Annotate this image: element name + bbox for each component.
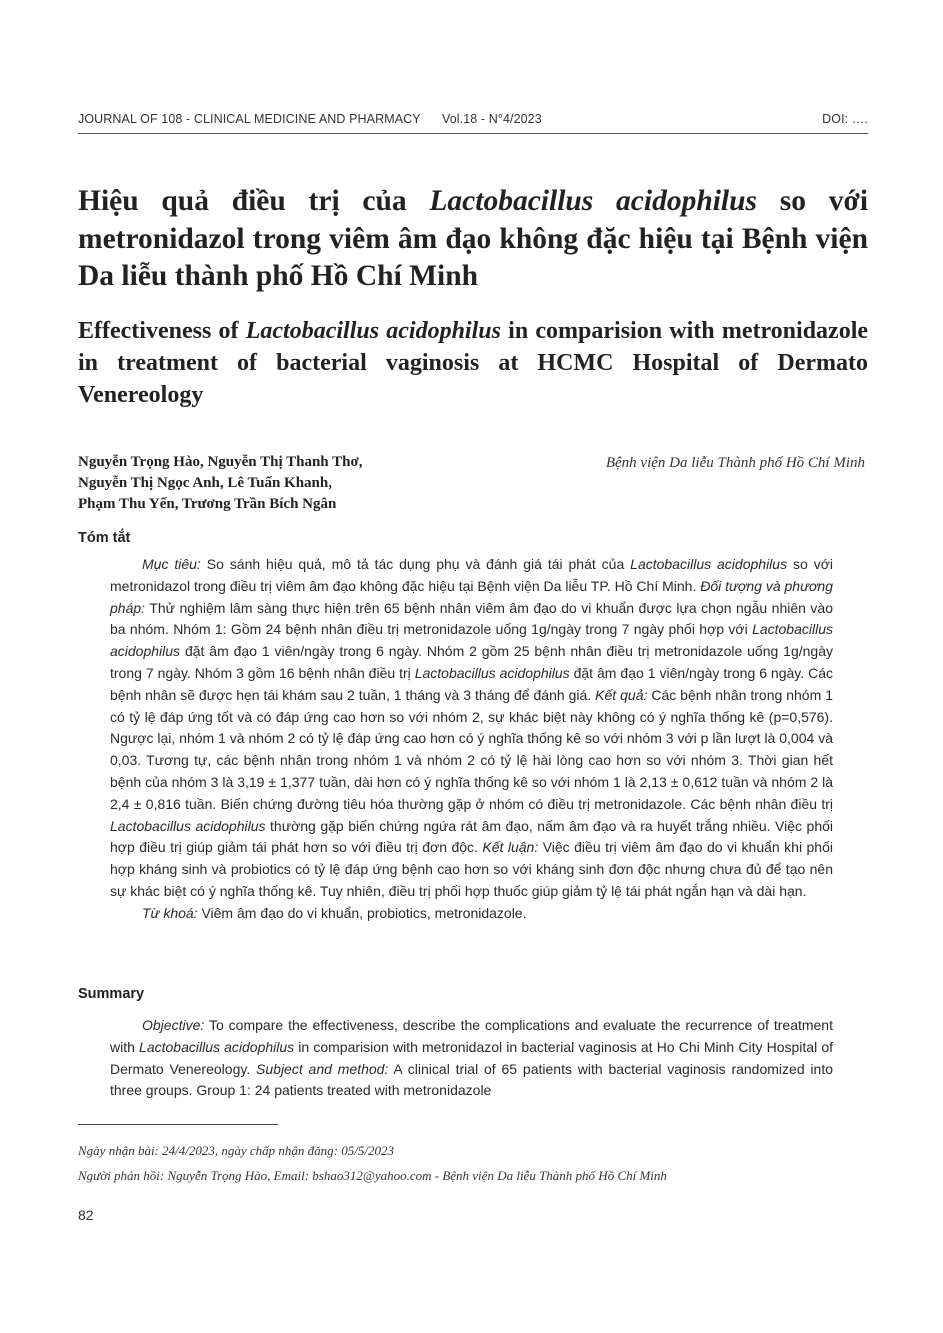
title-en-species: Lactobacillus acidophilus	[245, 318, 501, 344]
summary-body	[110, 1015, 833, 1102]
text-segment: Các bệnh nhân trong nhóm 1 có tỷ lệ đáp ứng tốt và có đáp ứng cao hơn so với nhóm 2, sự khác biệt này không có ý nghĩa thống kê (p=0,576). Ngược lại, nhóm 1 và nhóm 2 có tỷ lệ đáp ứng cao hơn có ý nghĩa thống kê so với nhóm 3 với p lần lượt là 0,004 và 0,03. Tương tự, các bệnh nhân trong nhóm 1 và nhóm 2 có tỷ lệ hài lòng cao hơn so với nhóm 3. Thời gian hết bệnh của nhóm 3 là 3,19 ± 1,377 tuần, dài hơn có ý nghĩa thống kê so với nhóm 1 là 2,13 ± 0,612 tuần và nhóm 2 là 2,4 ± 0,816 tuần. Biến chứng đường tiêu hóa thường gặp ở nhóm có điều trị metronidazole. Các bệnh nhân điều trị	[110, 686, 833, 812]
text-segment: đặt âm đạo 1 viên/ngày trong 6 ngày. Các bệnh nhân sẽ được hẹn tái khám sau 2 tuần, 1 tháng và 3 tháng để đánh giá.	[110, 664, 833, 703]
label-muc-tieu: Mục tiêu:	[142, 556, 201, 572]
text-segment: So sánh hiệu quả, mô tả tác dụng phụ và đánh giá tái phát của	[200, 556, 631, 572]
label-subject-method: Subject and method:	[256, 1060, 389, 1077]
author-line: Nguyễn Trọng Hào, Nguyễn Thị Thanh Thơ,	[78, 454, 363, 470]
affiliation: Bệnh viện Da liễu Thành phố Hồ Chí Minh	[605, 455, 865, 471]
journal-volume: Vol.18 - N°4/2023	[441, 112, 542, 126]
journal-info	[78, 112, 542, 126]
text-segment: Thử nghiệm lâm sàng thực hiện trên 65 bệnh nhân viêm âm đạo do vi khuẩn được lựa chọn ngẫu nhiên vào ba nhóm. Nhóm 1: Gồm 24 bệnh nhân điều trị metronidazole uống 1g/ngày trong 7 ngày phối hợp với	[110, 599, 833, 638]
doi-label: DOI: ….	[822, 112, 868, 126]
author-list	[78, 452, 498, 515]
species-name: Lactobacillus acidophilus	[110, 621, 833, 660]
label-tu-khoa: Từ khoá:	[142, 904, 198, 921]
title-en-part2: in comparision with metronidazole in treatment of bacterial vaginosis at HCMC Hospital of Dermato Venereology	[78, 318, 869, 408]
text-segment: in comparision with metronidazol in bacterial vaginosis at Ho Chi Minh City Hospital of Dermato Venereology.	[110, 1038, 834, 1077]
tomtat-heading: Tóm tắt	[78, 530, 131, 546]
title-vi-part1: Hiệu quả điều trị của	[78, 185, 430, 217]
title-vietnamese	[78, 183, 868, 296]
title-english	[78, 315, 868, 411]
keywords: Viêm âm đạo do vi khuẩn, probiotics, metronidazole.	[197, 904, 527, 921]
tomtat-paragraph	[110, 554, 833, 903]
text-segment: A clinical trial of 65 patients with bacterial vaginosis randomized into three groups. Group 1: 24 patients treated with metronidazole	[110, 1060, 834, 1099]
summary-heading: Summary	[78, 986, 145, 1002]
footnote-received: Ngày nhận bài: 24/4/2023, ngày chấp nhận đăng: 05/5/2023	[78, 1143, 394, 1158]
text-segment: thường gặp biến chứng ngứa rát âm đạo, nấm âm đạo và ra huyết trắng nhiều. Việc phối hợp điều trị giúp giảm tái phát hơn so với điều trị đơn độc.	[110, 817, 834, 856]
title-vi-species: Lactobacillus acidophilus	[429, 185, 758, 217]
author-line: Phạm Thu Yến, Trương Trần Bích Ngân	[78, 496, 337, 512]
title-en-part1: Effectiveness of	[78, 318, 246, 344]
text-segment: so với metronidazol trong điều trị viêm âm đạo không đặc hiệu tại Bệnh viện Da liễu TP. Hồ Chí Minh.	[110, 556, 833, 594]
species-name: Lactobacillus acidophilus	[110, 817, 266, 834]
label-ket-luan: Kết luận:	[482, 839, 539, 856]
page-number: 82	[78, 1207, 94, 1223]
keywords-paragraph	[110, 903, 833, 925]
label-doi-tuong: Đối tượng và phương pháp:	[110, 577, 833, 616]
footnote-reviewer: Người phản hồi: Nguyễn Trọng Hào, Email: bshao312@yahoo.com - Bệnh viện Da liễu Thành phố Hồ Chí Minh	[78, 1168, 667, 1183]
text-segment: đặt âm đạo 1 viên/ngày trong 6 ngày. Nhóm 2 gồm 25 bệnh nhân điều trị metronidazole uống 1g/ngày trong 7 ngày. Nhóm 3 gồm 16 bệnh nhân điều trị	[110, 643, 833, 681]
species-name: Lactobacillus acidophilus	[630, 556, 788, 572]
running-header	[78, 112, 868, 130]
summary-paragraph	[110, 1015, 833, 1102]
title-vi-part2: so với metronidazol trong viêm âm đạo không đặc hiệu tại Bệnh viện Da liễu thành phố Hồ Chí Minh	[78, 185, 869, 292]
label-ket-qua: Kết quả:	[595, 686, 648, 703]
header-rule	[78, 133, 868, 134]
species-name: Lactobacillus acidophilus	[414, 664, 570, 681]
tomtat-body	[110, 554, 833, 925]
species-name: Lactobacillus acidophilus	[139, 1038, 295, 1055]
text-segment: To compare the effectiveness, describe the complications and evaluate the recurrence of treatment with	[110, 1017, 833, 1055]
author-line: Nguyễn Thị Ngọc Anh, Lê Tuấn Khanh,	[78, 475, 332, 491]
footnote-rule	[78, 1124, 278, 1125]
journal-name: JOURNAL OF 108 - CLINICAL MEDICINE AND PHARMACY	[78, 112, 421, 126]
label-objective: Objective:	[142, 1017, 205, 1033]
text-segment: Việc điều trị viêm âm đạo do vi khuẩn khi phối hợp kháng sinh và probiotics có tỷ lệ đáp ứng bệnh cao hơn so với kháng sinh đơn độc nhưng chưa đủ để tạo nên sự khác biệt có ý nghĩa thống kê. Tuy nhiên, điều trị phối hợp thuốc giúp giảm tỷ lệ tái phát ngắn hạn và dài hạn.	[110, 839, 833, 899]
